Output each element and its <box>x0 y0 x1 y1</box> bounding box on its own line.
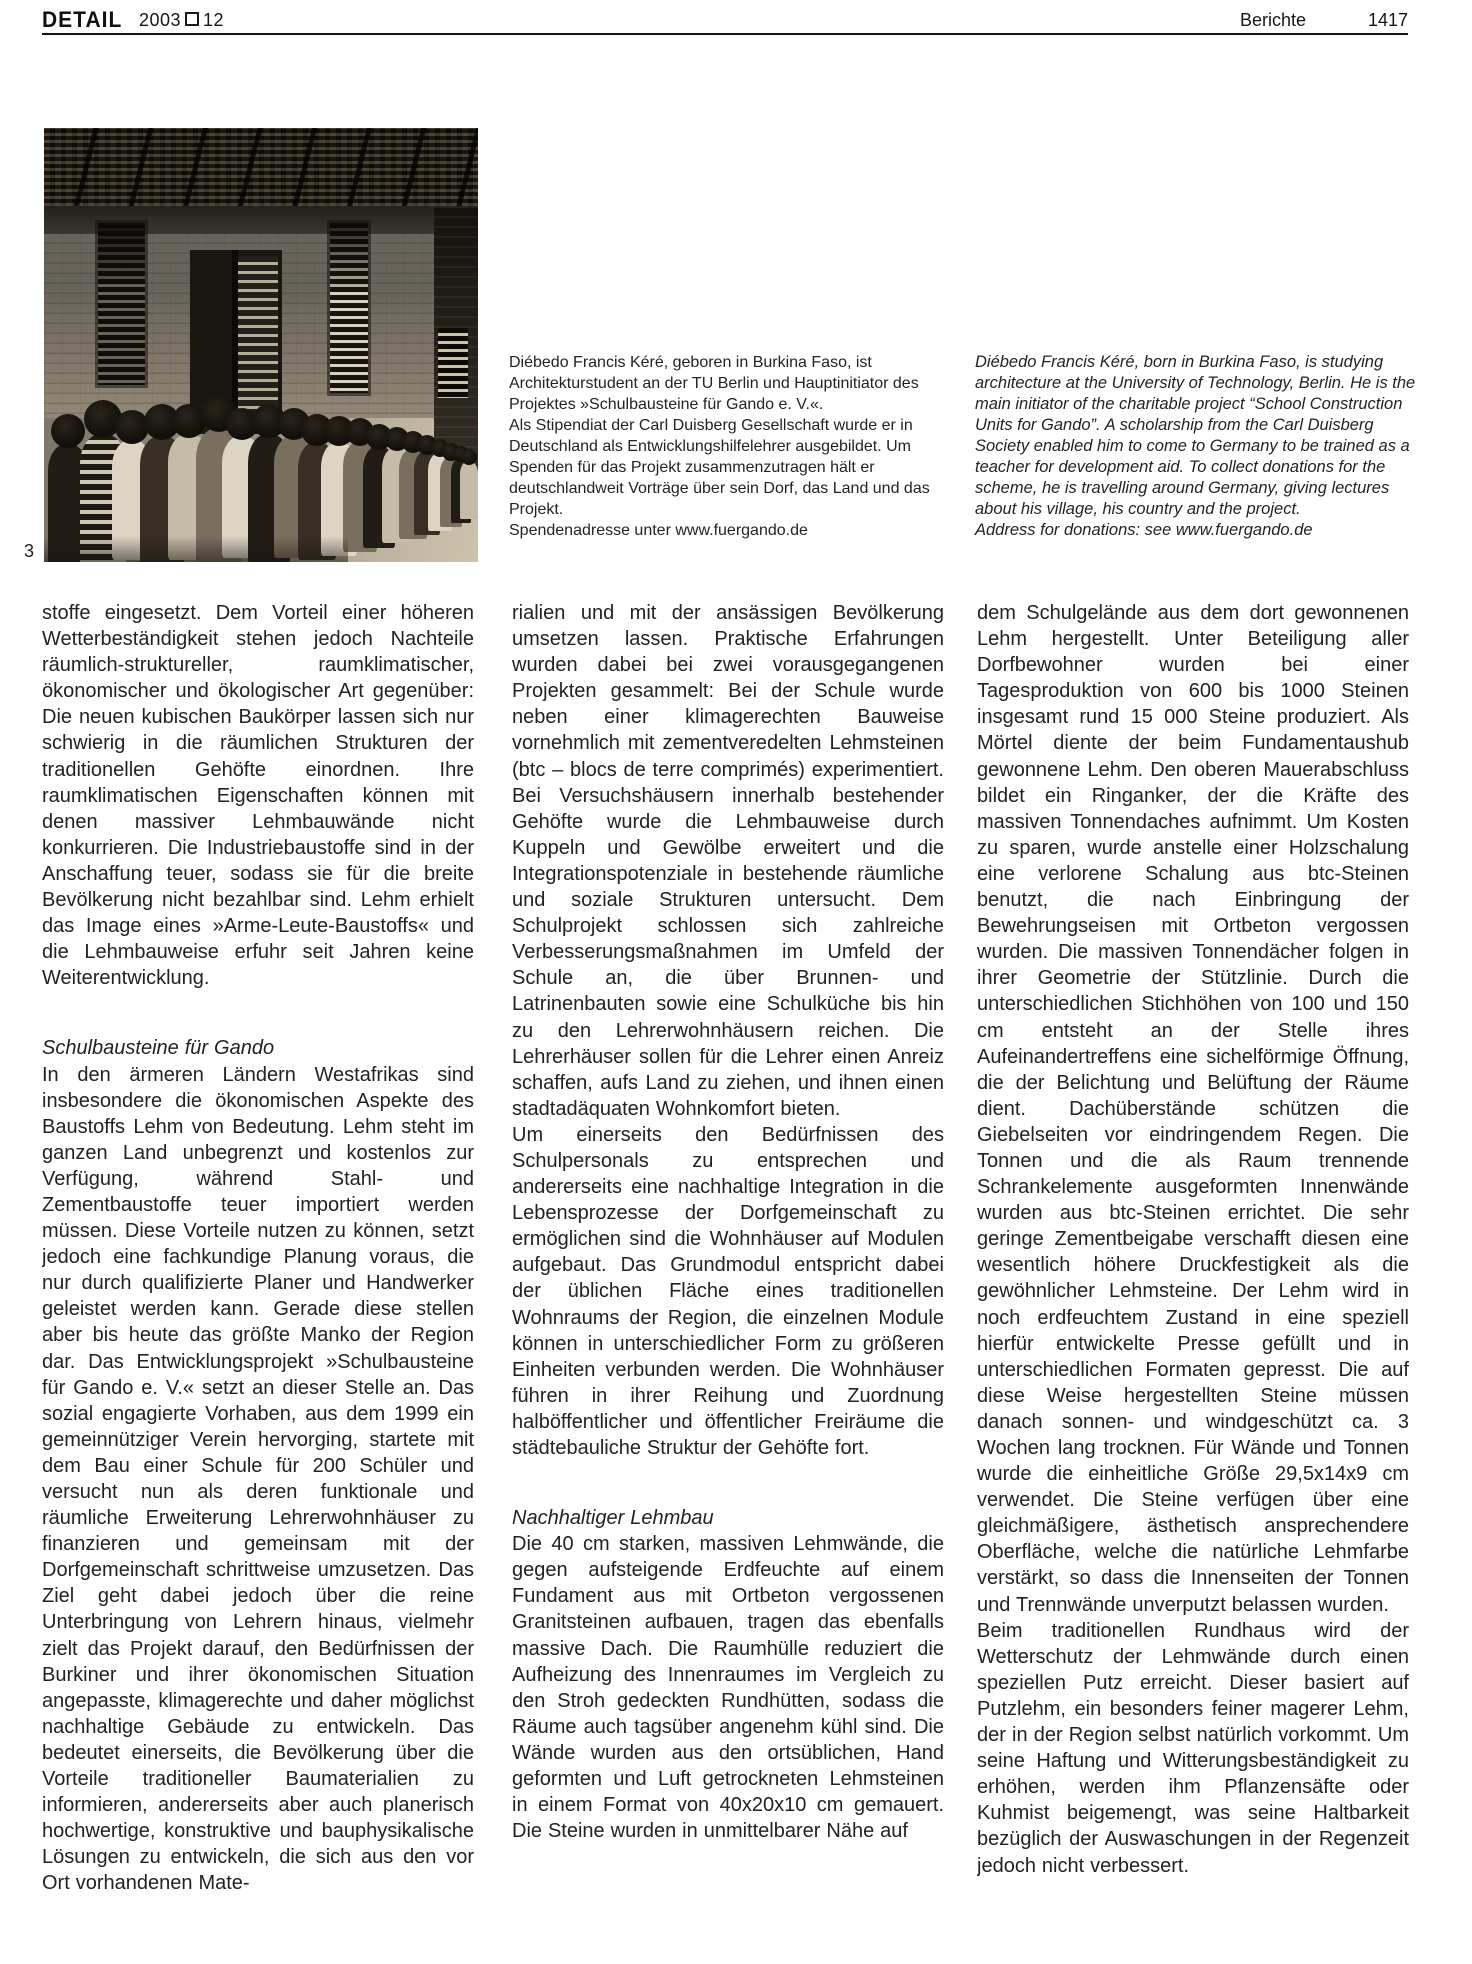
caption-german-scholarship: Als Stipendiat der Carl Duisberg Gesellschaft wurde er in Deutschland als Entwicklungshilfelehrer ausgebildet. Um Spenden für das Projekt zusammenzutragen hält er deutschlandweit Vorträge über sein Dorf, das Land und das Projekt. <box>509 417 930 518</box>
caption-english-donation-url: Address for donations: see www.fuergando.de <box>975 521 1313 539</box>
figure-number: 3 <box>23 541 34 561</box>
photo-crowd <box>44 128 478 562</box>
article-col2-para1: rialien und mit der ansässigen Bevölkerung umsetzen lassen. Praktische Erfahrungen wurden dabei bei zwei vorausgegangenen Projekten gesammelt: Bei der Schule wurde neben einer klimagerechten Bauweise vornehmlich mit zementveredelten Lehmsteinen (btc – blocs de terre comprimés) experimentiert. Bei Versuchshäusern innerhalb bestehender Gehöfte wurde die Lehmbauweise durch Kuppeln und Gewölbe erweitert und die Integrationspotenziale in bestehende räumliche und soziale Strukturen untersucht. Dem Schulprojekt schlossen sich zahlreiche Verbesserungsmaßnahmen im Umfeld der Schule an, die über Brunnen- und Latrinenbauten sowie eine Schulküche bis hin zu den Lehrerwohnhäusern reichen. Die Lehrerhäuser sollen für die Lehrer einen Anreiz schaffen, aufs Land zu ziehen, und ihnen einen stadtadäquaten Wohnkomfort bieten. <box>512 602 944 1120</box>
magazine-logo: DETAIL <box>42 8 123 33</box>
caption-english <box>975 352 1421 541</box>
article-column-2 <box>512 600 944 1964</box>
article-col2-para3: Die 40 cm starken, massiven Lehmwände, die gegen aufsteigende Erdfeuchte auf einem Fundament aus mit Ortbeton vergossenen Granitsteinen aufbauen, tragen das ebenfalls massive Dach. Die Raumhülle reduziert die Aufheizung des Innenraumes im Vergleich zu den Stroh gedeckten Rundhütten, sodass die Räume auch tagsüber angenehm kühl sind. Die Wände wurden aus den ortsüblichen, Hand geformten und Luft getrockneten Lehmsteinen in einem Format von 40x20x10 cm gemauert. Die Steine wurden in unmittelbarer Nähe auf <box>512 1533 944 1843</box>
caption-german-donation-url: Spendenadresse unter www.fuergando.de <box>509 522 808 539</box>
article-col3-para2: Beim traditionellen Rundhaus wird der Wetterschutz der Lehmwände durch einen speziellen Putz erreicht. Dieser basiert auf Putzlehm, ein besonders feiner magerer Lehm, der in der Region selbst natürlich vorkommt. Um seine Haftung und Witterungsbeständigkeit zu erhöhen, werden ihm Pflanzensäfte oder Kuhmist beigemengt, was seine Haltbarkeit bezüglich der Auswaschungen in der Regenzeit jedoch nicht verbessert. <box>977 1619 1409 1877</box>
section-label: Berichte <box>1239 10 1306 30</box>
caption-english-bio: Diébedo Francis Kéré, born in Burkina Faso, is studying architecture at the University of Technology, Berlin. He is the main initiator of the charitable project “School Construction Units for Gando”. A scholarship from the Carl Duisberg Society enabled him to come to Germany to be trained as a teacher for development aid. To collect donations for the scheme, he is travelling around Germany, giving lectures about his village, his country and the project. <box>975 353 1416 518</box>
article-col2-para2: Um einerseits den Bedürfnissen des Schulpersonals zu entsprechen und andererseits eine nachhaltige Integration in die Lebensprozesse der Dorfgemeinschaft zu ermöglichen sind die Wohnhäuser auf Modulen aufgebaut. Das Grundmodul entspricht dabei der üblichen Fläche eines traditionellen Wohnraums der Region, die einzelnen Module können in unterschiedlicher Form zu größeren Einheiten verbunden werden. Die Wohnhäuser führen in ihrer Reihung und Zuordnung halböffentlicher und öffentlicher Freiräume die städtebauliche Struktur der Gehöfte fort. <box>512 1123 944 1459</box>
issue-year: 2003 <box>139 10 182 30</box>
caption-german-bio: Diébedo Francis Kéré, geboren in Burkina Faso, ist Architekturstudent an der TU Berlin und Hauptinitiator des Projektes »Schulbausteine für Gando e. V.«. <box>509 354 919 413</box>
subhead-schulbausteine: Schulbausteine für Gando <box>42 1037 275 1060</box>
issue-number: 12 <box>203 10 225 30</box>
issue-square-icon <box>185 12 199 26</box>
page-header <box>42 6 1408 32</box>
photo-children-queue <box>44 128 478 562</box>
article-column-3 <box>977 600 1409 1964</box>
photo-crowd-shadow <box>44 536 348 562</box>
subhead-lehmbau: Nachhaltiger Lehmbau <box>512 1507 714 1530</box>
page-number: 1417 <box>1367 10 1408 30</box>
photo-person-silhouette <box>460 449 478 519</box>
caption-german <box>509 352 945 541</box>
article-col1-para2: In den ärmeren Ländern Westafrikas sind insbesondere die ökonomischen Aspekte des Baustoffs Lehm von Bedeutung. Lehm steht im ganzen Land unbegrenzt und kostenlos zur Verfügung, während Stahl- und Zementbaustoffe teuer importiert werden müssen. Diese Vorteile nutzen zu können, setzt jedoch eine fachkundige Planung voraus, die nur durch qualifizierte Planer und Handwerker geleistet werden kann. Gerade diese stellen aber bis heute das größte Manko der Region dar. Das Entwicklungsprojekt »Schulbausteine für Gando e. V.« setzt an dieser Stelle an. Das sozial engagierte Vorhaben, aus dem 1999 ein gemeinnütziger Verein hervorging, startete mit dem Bau einer Schule für 200 Schüler und versucht nun als deren funktionale und räumliche Erweiterung Lehrerwohnhäuser zu finanzieren und gemeinsam mit der Dorfgemeinschaft schrittweise umzusetzen. Das Ziel geht dabei jedoch über die reine Unterbringung von Lehrern hinaus, vielmehr zielt das Projekt darauf, den Bedürfnissen der Burkiner und ihrer ökonomischen Situation angepasste, klimagerechte und daher möglichst nachhaltige Gebäude zu entwickeln. Das bedeutet einerseits, die Bevölkerung über die Vorteile traditioneller Baumaterialien zu informieren, andererseits aber auch planerisch hochwertige, konstruktive und bauphysikalische Lösungen zu entwickeln, die sich aus den vor Ort vorhandenen Mate- <box>42 1063 474 1895</box>
issue-info <box>139 10 224 31</box>
header-rule <box>42 33 1408 35</box>
article-col1-para1: stoffe eingesetzt. Dem Vorteil einer höheren Wetterbeständigkeit stehen jedoch Nachteile räumlich-struktureller, raumklimatischer, ökonomischer und ökologischer Art gegenüber: Die neuen kubischen Baukörper lassen sich nur schwierig in die räumlichen Strukturen der traditionellen Gehöfte einordnen. Ihre raumklimatischen Eigenschaften können mit denen massiver Lehmbauwände nicht konkurrieren. Die Industriebaustoffe sind in der Anschaffung teuer, sodass sie für die breite Bevölkerung nicht bezahlbar sind. Lehm erhielt das Image eines »Arme-Leute-Baustoffs« und die Lehmbauweise erfuhr seit Jahren keine Weiterentwicklung. <box>42 602 474 990</box>
article-col3-para1: dem Schulgelände aus dem dort gewonnenen Lehm hergestellt. Unter Beteiligung aller Dorfbewohner wurden bei einer Tagesproduktion von 600 bis 1000 Steinen insgesamt rund 15 000 Steine produziert. Als Mörtel diente der beim Fundamentaushub gewonnene Lehm. Den oberen Mauerabschluss bildet ein Ringanker, der die Kräfte des massiven Tonnendaches aufnimmt. Um Kosten zu sparen, wurde anstelle einer Holzschalung eine verlorene Schalung aus btc-Steinen benutzt, die nach Einbringung der Bewehrungseisen mit Ortbeton vergossen wurden. Die massiven Tonnendächer folgen in ihrer Geometrie der Stützlinie. Durch die unterschiedlichen Stichhöhen von 100 und 150 cm entsteht an der Stelle ihres Aufeinandertreffens eine sichelförmige Öffnung, die der Belichtung und Belüftung der Räume dient. Dachüberstände schützen die Giebelseiten vor eindringendem Regen. Die Tonnen und die als Raum trennende Schrankelemente ausgeformten Innenwände wurden aus btc-Steinen errichtet. Die sehr geringe Zementbeigabe verschafft diesen eine wesentlich höhere Druckfestigkeit als die gewöhnlicher Lehmsteine. Der Lehm wird in noch erdfeuchtem Zustand in eine speziell hierfür entwickelte Presse gefüllt und in unterschiedlichen Formaten gepresst. Die auf diese Weise hergestellten Steine müssen danach sonnen- und windgeschützt ca. 3 Wochen lang trocknen. Für Wände und Tonnen wurde die einheitliche Größe 29,5x14x9 cm verwendet. Die Steine verfügen über eine gleichmäßigere, ästhetisch ansprechendere Oberfläche, welche die natürliche Lehmfarbe verstärkt, so dass die Innenseiten der Tonnen und Trennwände unverputzt belassen wurden. <box>977 602 1409 1616</box>
article-column-1 <box>42 600 474 1964</box>
